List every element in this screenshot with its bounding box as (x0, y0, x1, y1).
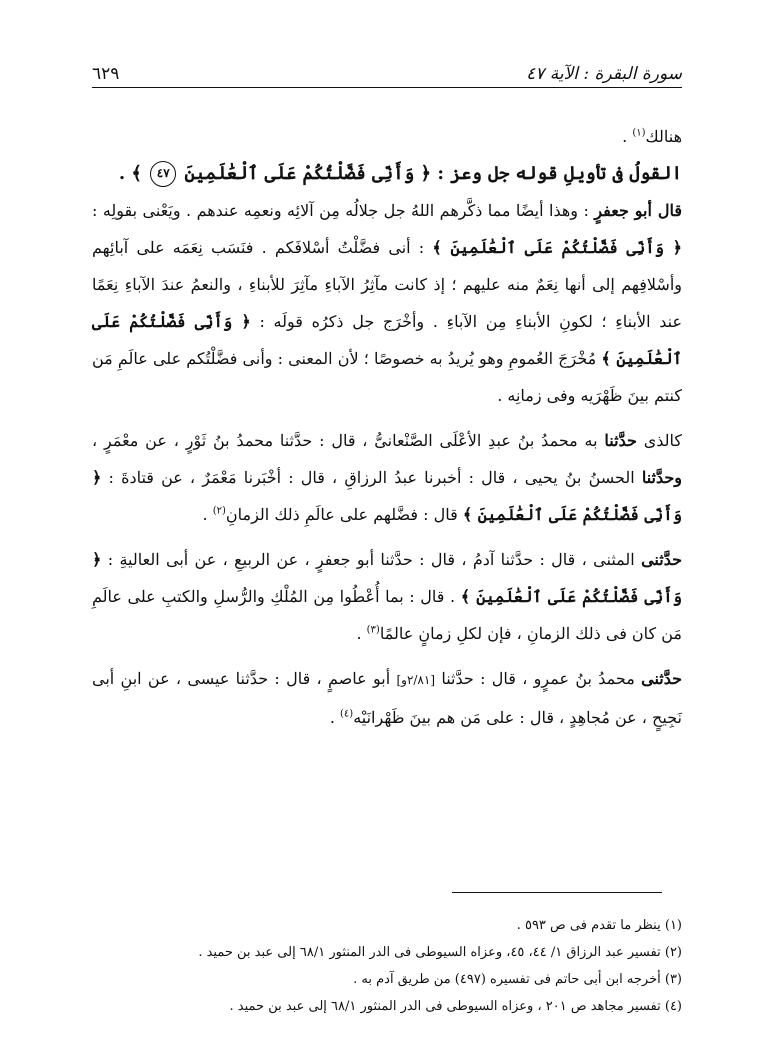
footnote-4: (٤) تفسير مجاهد ص ٢٠١ ، وعزاه السيوطى فى الدر المنثور ٦٨/١ إلى عبد بن حميد . (229, 999, 682, 1014)
footnote-1: (١) ينظر ما تقدم فى ص ٥٩٣ . (516, 918, 682, 933)
running-title: سورة البقرة : الآية ٤٧ (526, 64, 682, 84)
narration-end: . (329, 708, 335, 727)
footnote-ref-1: (١) (632, 127, 646, 139)
commentary-text: : وهذا أيضًا مما ذكَّرهم اللهُ جل جلالُه مِن آلائِه ونعمِه عندهم . ويَعْنى بقولِه : (92, 201, 589, 220)
quoted-verse: ﴿ وَأَنِّى فَضَّلْتُكُمْ عَلَى ٱلْعَٰلَمِينَ ﴾ (92, 550, 683, 606)
narration-text: به محمدُ بنُ عبدِ الأعْلَى الصَّنْعانىُّ ، قال : حدَّثنا محمدُ بنُ ثَوْرٍ ، عن معْمَرٍ ، (92, 431, 598, 450)
footnotes (92, 912, 682, 1020)
page-number: ٦٢٩ (92, 64, 120, 84)
author-lead: قال أبو جعفرٍ (594, 201, 683, 220)
footnote-ref-3: (٣) (366, 624, 380, 636)
narration-keyword: حدَّثنا (604, 431, 637, 450)
narration-text: محمدُ بنُ عمرٍو ، قال : حدَّثنا (441, 669, 635, 688)
page-header (92, 58, 682, 88)
commentary-text: مُخْرَجَ العُمومِ وهو يُريدُ به خصوصًا ؛ لأن المعنى : وأنى فضَّلْتُكم على عالَمِ مَن كنتم بينَ ظَهْرَيه وفى زمانِه . (92, 349, 682, 405)
narration-text: . قال : بما أُعْطُوا مِن المُلْكِ والرُّسلِ والكتبِ على عالَمِ مَن كان فى ذلك الزمانِ ، فإن لكلِ زمانٍ عالمًا (92, 587, 682, 643)
paragraph-narration-2 (92, 541, 682, 652)
manuscript-marker: [٢/٨١و] (396, 673, 436, 687)
quoted-verse: ﴿ وَأَنِّى فَضَّلْتُكُمْ عَلَى ٱلْعَٰلَمِينَ ﴾ (432, 238, 683, 257)
narration-keyword: حدَّثنى (641, 669, 683, 688)
quoted-verse: ﴿ وَأَنِّى فَضَّلْتُكُمْ عَلَى ٱلْعَٰلَمِينَ ﴾ (92, 312, 682, 368)
narration-keyword: وحدَّثنا (641, 468, 683, 487)
section-heading (92, 155, 682, 192)
narration-keyword: حدَّثنى (641, 550, 682, 569)
narration-end: . (356, 624, 362, 643)
paragraph-narration-1 (92, 422, 682, 533)
footnote-3: (٣) أخرجه ابن أبى حاتم فى تفسيره (٤٩٧) من طريق آدم به . (353, 972, 682, 987)
footnote-divider (452, 892, 662, 893)
continuation-text: هنالك (645, 127, 682, 146)
heading-end: ﴾ . (118, 163, 142, 184)
ayah-number-icon: ٤٧ (150, 161, 176, 187)
paragraph-continuation: هنالك$^{(١)}$ . (622, 127, 682, 146)
narration-text: المثنى ، قال : حدَّثنا آدمُ ، قال : حدَّثنا أبو جعفرٍ ، عن الربيعِ ، عن أبى العاليةِ : (107, 550, 635, 569)
main-text (92, 118, 682, 736)
narration-end: . (202, 505, 208, 524)
footnote-ref-2: (٢) (212, 505, 226, 517)
footnote-2: (٢) تفسير عبد الرزاق ١/ ٤٤، ٤٥، وعزاه السيوطى فى الدر المنثور ٦٨/١ إلى عبد بن حميد . (198, 945, 682, 960)
footnote-ref-4: (٤) (340, 708, 354, 720)
paragraph-narration-3 (92, 660, 682, 736)
heading-text: القولُ فى تأويلِ قوله جل وعز : (437, 163, 682, 184)
narration-text: كالذى (643, 431, 682, 450)
quoted-verse: ﴿ وَأَنِّى فَضَّلْتُكُمْ عَلَى ٱلْعَٰلَمِينَ ﴾ (92, 468, 682, 524)
heading-verse: ﴿ وَأَنِّى فَضَّلْتُكُمْ عَلَى ٱلْعَٰلَمِينَ (184, 163, 432, 184)
narration-text: قال : فضَّلهم على عالَمِ ذلك الزمانِ (225, 505, 458, 524)
paragraph-commentary (92, 192, 682, 414)
narration-text: أبو عاصمٍ ، قال : حدَّثنا عيسى ، عن ابنِ أبى نَجِيحٍ ، عن مُجاهِدٍ ، قال : على مَن هم بينَ ظَهْرانَيْه (92, 669, 682, 727)
commentary-text: : أنى فضَّلْتُ أسْلافَكم . فنَسَب نِعَمَه على آبائِهم وأسْلافِهم إلى أنها نِعَمٌ منه عليهم ؛ إذ كانت مآثِرُ الآباءِ مآثِرَ للأبناءِ ، والنعمُ عندَ الآباءِ نِعَمًا عند الأبناءِ ؛ لكونِ الأبناءِ مِن الآباءِ . وأخْرَج جل ذكرُه قولَه : (92, 238, 682, 331)
narration-text: الحسنُ بنُ يحيى ، قال : أخبرنا عبدُ الرزاقِ ، قال : أخْبَرنا مَعْمَرٌ ، عن قتادةَ : (108, 468, 635, 487)
